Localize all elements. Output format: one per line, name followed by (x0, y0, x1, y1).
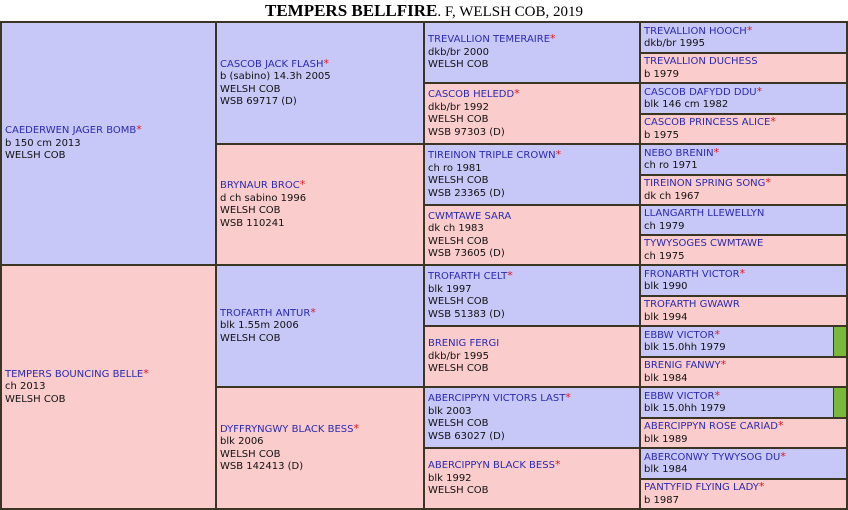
registered-star: * (550, 32, 556, 46)
registered-star: * (714, 327, 720, 341)
horse-registration: WSB 142413 (D) (220, 461, 304, 472)
registered-star: * (143, 366, 149, 380)
pedigree-cell-gen2 (217, 388, 423, 508)
horse-name-link[interactable]: BRENIG FERGI (428, 338, 500, 350)
horse-name-link[interactable]: TREVALLION TEMERAIRE (428, 34, 551, 46)
horse-details: blk 146 cm 1982 (644, 99, 729, 110)
registered-star: * (714, 388, 720, 402)
horse-name-link[interactable]: ABERCIPPYN VICTORS LAST (428, 393, 566, 404)
horse-details: dkb/br 1992 (428, 101, 489, 113)
pedigree-cell-gen3 (425, 327, 639, 386)
horse-details: b 1987 (644, 494, 679, 506)
registered-star: * (756, 84, 763, 98)
duplicate-ancestor-marker (834, 327, 846, 356)
horse-name-link[interactable]: TIREINON SPRING SONG (644, 178, 766, 189)
registered-star: * (353, 421, 360, 435)
registered-star: * (323, 56, 329, 70)
registered-star: * (507, 269, 513, 282)
pedigree-cell-gen4 (641, 145, 846, 174)
pedigree-cell-gen3 (425, 206, 639, 264)
horse-name-link[interactable]: BRENIG FANWY (644, 360, 721, 371)
horse-breed: WELSH COB (428, 175, 489, 186)
horse-registration: WSB 23365 (D) (428, 187, 505, 199)
horse-registration: WSB 97303 (D) (428, 126, 505, 138)
registered-star: * (765, 176, 771, 189)
horse-name-link[interactable]: ABERCIPPYN BLACK BESS (428, 460, 555, 472)
pedigree-cell-gen4 (641, 84, 846, 113)
horse-details: blk 1984 (644, 372, 688, 384)
horse-name-link[interactable]: PANTYFID FLYING LADY (644, 482, 759, 493)
registered-star: * (758, 480, 765, 493)
horse-name: TEMPERS BELLFIRE (264, 1, 438, 20)
horse-name-link[interactable]: CASCOB DAFYDD DDU (644, 86, 757, 98)
horse-details: ch 1975 (644, 250, 685, 262)
horse-name-link[interactable]: TREVALLION HOOCH (644, 25, 747, 37)
pedigree-cell-gen2 (217, 266, 423, 386)
horse-breed: WELSH COB (5, 393, 66, 405)
duplicate-ancestor-marker (834, 388, 846, 417)
horse-registration: WSB 69717 (D) (220, 96, 297, 107)
horse-details: dk ch 1967 (644, 190, 700, 202)
horse-name-link[interactable]: ABERCONWY TYWYSOG DU (644, 451, 781, 463)
horse-details: blk 1.55m 2006 (220, 320, 299, 332)
pedigree-cell-gen4 (641, 176, 846, 204)
horse-details: blk 1989 (644, 433, 688, 445)
pedigree-cell-dam (2, 266, 215, 508)
horse-name-link[interactable]: TROFARTH ANTUR (220, 307, 311, 319)
pedigree-cell-gen4 (641, 206, 846, 234)
registered-star: * (746, 23, 753, 37)
horse-name-link[interactable]: TROFARTH CELT (428, 271, 508, 282)
horse-name-link[interactable]: CWMTAWE SARA (428, 210, 512, 222)
registered-star: * (565, 391, 571, 404)
pedigree-cell-gen3 (425, 449, 639, 508)
horse-details: dkb/br 2000 (428, 46, 489, 58)
horse-breed: WELSH COB (220, 448, 281, 460)
horse-details: blk 1992 (428, 472, 472, 484)
horse-registration: WSB 73605 (D) (428, 248, 505, 259)
pedigree-cell-gen4 (641, 327, 833, 356)
horse-breed: WELSH COB (220, 205, 281, 216)
horse-name-link[interactable]: FRONARTH VICTOR (644, 268, 740, 280)
pedigree-cell-gen4 (641, 54, 846, 82)
horse-breed: WELSH COB (428, 114, 489, 125)
horse-registration: WSB 110241 (220, 217, 285, 229)
horse-details: blk 15.0hh 1979 (644, 342, 726, 353)
pedigree-cell-gen3 (425, 145, 639, 204)
pedigree-cell-gen4 (641, 419, 846, 447)
horse-name-link[interactable]: CASCOB HELEDD (428, 89, 515, 100)
pedigree-cell-gen3 (425, 84, 639, 143)
horse-breed: WELSH COB (428, 418, 489, 429)
pedigree-cell-gen3 (425, 266, 639, 325)
horse-details: blk 2006 (220, 436, 264, 447)
registered-star: * (310, 305, 316, 319)
horse-details: blk 15.0hh 1979 (644, 403, 726, 414)
horse-breed: WELSH COB (5, 150, 66, 162)
pedigree-cell-gen4 (641, 297, 846, 325)
horse-details: dk ch 1983 (428, 223, 484, 234)
registered-star: * (555, 148, 562, 161)
horse-name-link[interactable]: TIREINON TRIPLE CROWN (428, 150, 556, 161)
horse-breed: WELSH COB (220, 83, 281, 95)
pedigree-grid (0, 21, 848, 510)
horse-name-link[interactable]: BRYNAUR BROC (220, 180, 300, 191)
horse-registration: WSB 63027 (D) (428, 430, 505, 442)
horse-details: dkb/br 1995 (644, 38, 705, 49)
registered-star: * (770, 115, 776, 128)
horse-details: ch 1979 (644, 220, 685, 232)
horse-breed: WELSH COB (428, 363, 489, 375)
horse-name-link[interactable]: NEBO BRENIN (644, 147, 714, 159)
horse-details: b 150 cm 2013 (5, 137, 81, 149)
pedigree-cell-gen3 (425, 388, 639, 447)
pedigree-cell-gen2 (217, 23, 423, 143)
pedigree-cell-gen4 (641, 266, 846, 295)
horse-details: blk 1990 (644, 281, 688, 292)
horse-details: blk 2003 (428, 405, 472, 417)
pedigree-cell-sire (2, 23, 215, 264)
horse-name-link[interactable]: TREVALLION DUCHESS (644, 56, 758, 67)
horse-details: dkb/br 1995 (428, 350, 489, 362)
horse-name-link[interactable]: CASCOB PRINCESS ALICE (644, 117, 771, 128)
pedigree-cell-gen4 (641, 358, 846, 386)
horse-name-link[interactable]: CASCOB JACK FLASH (220, 58, 324, 70)
pedigree-cell-gen4 (641, 449, 846, 478)
registered-star: * (136, 123, 142, 137)
horse-name-link[interactable]: DYFFRYNGWY BLACK BESS (220, 423, 354, 435)
pedigree-cell-gen4 (641, 115, 846, 143)
pedigree-cell-gen4 (641, 23, 846, 52)
registered-star: * (554, 458, 561, 472)
horse-name-link[interactable]: ABERCIPPYN ROSE CARIAD (644, 421, 778, 432)
horse-name-link[interactable]: EBBW VICTOR (644, 329, 715, 341)
horse-breed: WELSH COB (428, 296, 489, 307)
horse-registration: WSB 51383 (D) (428, 308, 505, 320)
registered-star: * (720, 358, 727, 371)
horse-name-link[interactable]: EBBW VICTOR (644, 390, 715, 402)
horse-name-link[interactable]: TEMPERS BOUNCING BELLE (5, 368, 144, 380)
registered-star: * (713, 145, 720, 159)
horse-name-link[interactable]: LLANGARTH LLEWELLYN (644, 208, 765, 219)
horse-details: blk 1997 (428, 283, 472, 295)
horse-details: b 1979 (644, 68, 679, 80)
horse-name-link[interactable]: TROFARTH GWAWR (644, 299, 740, 310)
registered-star: * (514, 87, 520, 100)
horse-details: b 1975 (644, 129, 679, 141)
pedigree-cell-gen3 (425, 23, 639, 82)
horse-breed: WELSH COB (220, 332, 281, 344)
pedigree-cell-gen4 (641, 388, 833, 417)
horse-details: blk 1994 (644, 311, 688, 323)
horse-breed: WELSH COB (428, 59, 489, 71)
horse-details: ch ro 1971 (644, 160, 698, 171)
pedigree-title (0, 0, 848, 22)
horse-details: d ch sabino 1996 (220, 192, 307, 204)
horse-summary: . F, WELSH COB, 2019 (437, 4, 584, 20)
registered-star: * (777, 419, 784, 432)
registered-star: * (780, 449, 786, 463)
horse-breed: WELSH COB (428, 235, 489, 247)
horse-name-link[interactable]: TYWYSOGES CWMTAWE (644, 238, 764, 249)
pedigree-cell-gen2 (217, 145, 423, 264)
pedigree-cell-gen4 (641, 236, 846, 264)
horse-details: ch 2013 (5, 381, 46, 393)
horse-name-link[interactable]: CAEDERWEN JAGER BOMB (5, 125, 137, 137)
horse-details: blk 1984 (644, 464, 688, 475)
horse-details: ch ro 1981 (428, 162, 482, 174)
pedigree-cell-gen4 (641, 480, 846, 508)
registered-star: * (299, 178, 306, 191)
horse-details: b (sabino) 14.3h 2005 (220, 71, 331, 82)
horse-breed: WELSH COB (428, 485, 489, 497)
registered-star: * (739, 266, 746, 280)
